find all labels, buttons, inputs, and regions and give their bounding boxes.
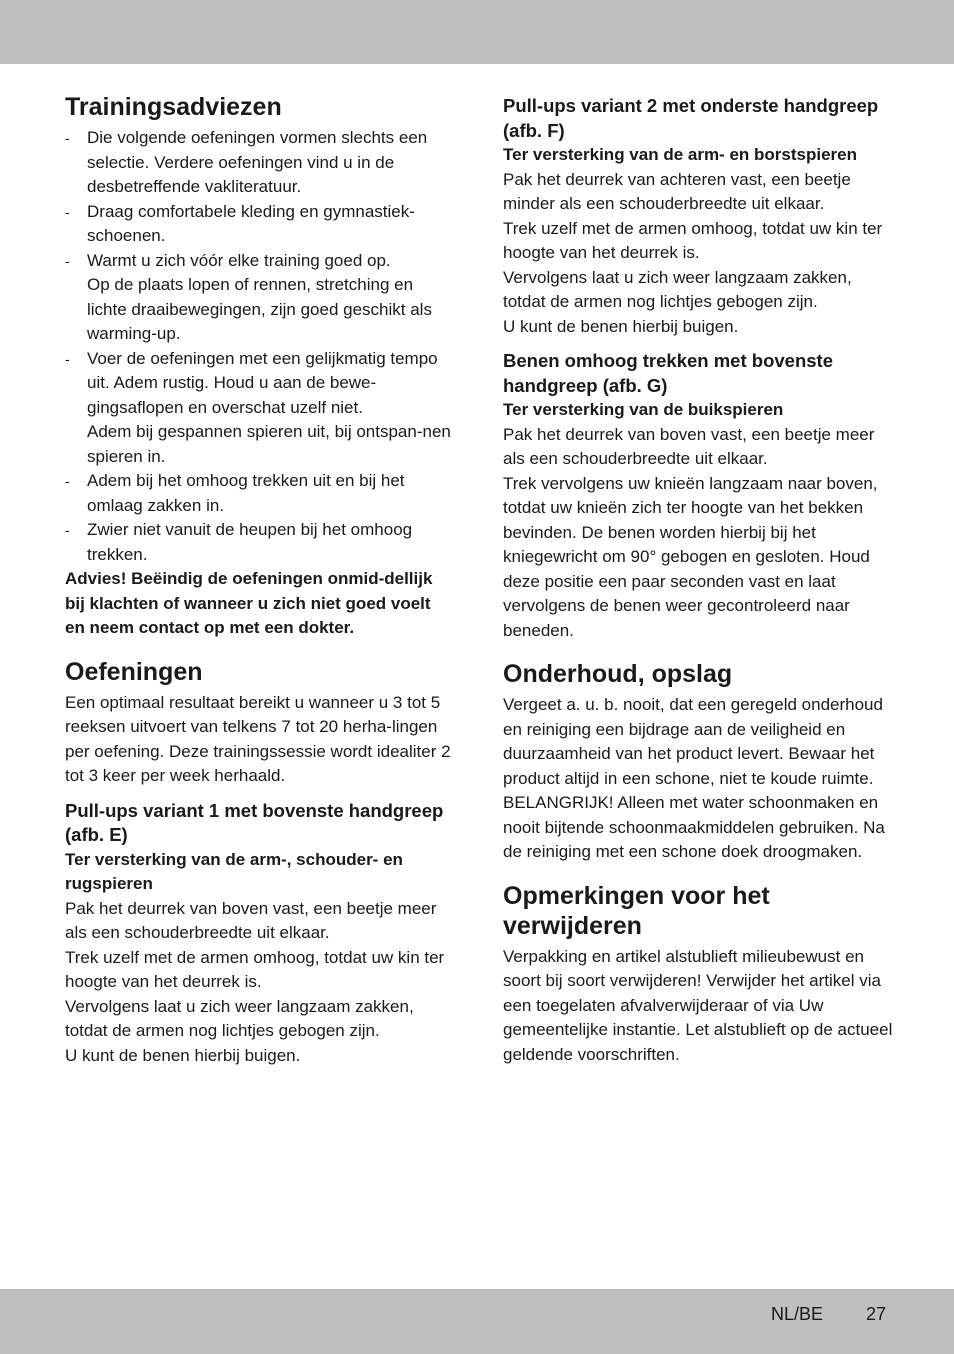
legs-heading: Benen omhoog trekken met bovenste handgreep (afb. G) bbox=[503, 350, 833, 396]
page-number: 27 bbox=[866, 1304, 887, 1324]
left-column bbox=[65, 92, 455, 1068]
variant2-paragraph: Pak het deurrek van achteren vast, een beetje minder als een schouderbreedte uit elkaar. bbox=[503, 169, 851, 213]
legs-paragraph: Pak het deurrek van boven vast, een beetje meer als een schouderbreedte uit elkaar. bbox=[503, 424, 875, 468]
training-list bbox=[65, 126, 455, 567]
disposal-paragraph: Verpakking en artikel alstublieft milieubewust en soort bij soort verwijderen! Verwijder het artikel via een toegelaten afvalverwijderaar of via Uw gemeentelijke instantie. Let alstublieft op de actueel geldende voorschriften. bbox=[503, 946, 893, 1064]
right-column bbox=[503, 94, 893, 1067]
advice-note: Advies! Beëindig de oefeningen onmid-dellijk bij klachten of wanneer u zich niet goed voelt en neem contact op met een dokter. bbox=[65, 569, 433, 637]
variant2-subheading: Ter versterking van de arm- en borstspieren bbox=[503, 145, 857, 164]
dash-icon: - bbox=[65, 522, 70, 538]
training-heading: Trainingsadviezen bbox=[65, 93, 282, 121]
maintenance-heading: Onderhoud, opslag bbox=[503, 660, 733, 688]
exercises-heading: Oefeningen bbox=[65, 657, 203, 686]
variant2-paragraph: Vervolgens laat u zich weer langzaam zakken, totdat de armen nog lichtjes gebogen zijn. bbox=[503, 267, 852, 311]
list-item: - Voer de oefeningen met een gelijkmatig tempo uit. Adem rustig. Houd u aan de bewe-gingsaflopen en overschat uzelf niet. Adem bij gespannen spieren uit, bij ontspan-nen spieren in. bbox=[65, 348, 451, 466]
variant1-subheading: Ter versterking van de arm-, schouder- en rugspieren bbox=[65, 849, 403, 893]
disposal-heading: Opmerkingen voor het verwijderen bbox=[503, 881, 770, 940]
maintenance-paragraph: Vergeet a. u. b. nooit, dat een geregeld onderhoud en reiniging een bijdrage aan de veiligheid en duurzaamheid van het product levert. Bewaar het product altijd in een schone, niet te koude ruimte. bbox=[503, 695, 883, 788]
variant1-paragraph: U kunt de benen hierbij buigen. bbox=[65, 1045, 301, 1065]
dash-icon: - bbox=[65, 350, 70, 367]
maintenance-paragraph: BELANGRIJK! Alleen met water schoonmaken en nooit bijtende schoonmaakmiddelen gebruiken. Na de reiniging met een schone doek droogmaken. bbox=[503, 793, 885, 861]
variant2-heading: Pull-ups variant 2 met onderste handgreep (afb. F) bbox=[503, 95, 879, 141]
legs-subheading: Ter versterking van de buikspieren bbox=[503, 400, 784, 419]
list-item: - Warmt u zich vóór elke training goed op. Op de plaats lopen of rennen, stretching en lichte draaibewegingen, zijn goed geschikt als warming-up. bbox=[65, 250, 432, 343]
variant1-paragraph: Vervolgens laat u zich weer langzaam zakken, totdat de armen nog lichtjes gebogen zijn. bbox=[65, 996, 414, 1040]
footer-language: NL/BE bbox=[771, 1304, 824, 1324]
header-bar bbox=[0, 0, 954, 64]
variant2-paragraph: U kunt de benen hierbij buigen. bbox=[503, 316, 739, 336]
list-item: - Draag comfortabele kleding en gymnastiek-schoenen. bbox=[65, 201, 415, 245]
variant1-heading: Pull-ups variant 1 met bovenste handgreep (afb. E) bbox=[65, 799, 444, 845]
variant1-paragraph: Pak het deurrek van boven vast, een beetje meer als een schouderbreedte uit elkaar. bbox=[65, 898, 437, 942]
legs-paragraph: Trek vervolgens uw knieën langzaam naar boven, totdat uw knieën zich ter hoogte van het bekken bevinden. De benen worden hierbij bij het kniegewricht om 90° gebogen en gesloten. Houd deze positie een paar seconden vast en laat vervolgens de benen weer gecontroleerd naar beneden. bbox=[503, 473, 878, 640]
dash-icon: - bbox=[65, 252, 70, 269]
dash-icon: - bbox=[65, 473, 70, 489]
exercises-intro: Een optimaal resultaat bereikt u wanneer u 3 tot 5 reeksen uitvoert van telkens 7 tot 20 herha-lingen per oefening. Deze trainingssessie wordt idealiter 2 tot 3 keer per week herhaald. bbox=[65, 692, 451, 785]
list-item: - Adem bij het omhoog trekken uit en bij het omlaag zakken in. bbox=[65, 471, 405, 515]
variant1-paragraph: Trek uzelf met de armen omhoog, totdat uw kin ter hoogte van het deurrek is. bbox=[65, 947, 445, 991]
dash-icon: - bbox=[65, 203, 70, 220]
dash-icon: - bbox=[65, 130, 70, 146]
list-item: - Die volgende oefeningen vormen slechts een selectie. Verdere oefeningen vind u in de desbetreffende vakliteratuur. bbox=[65, 128, 428, 196]
list-item: - Zwier niet vanuit de heupen bij het omhoog trekken. bbox=[65, 520, 413, 564]
variant2-paragraph: Trek uzelf met de armen omhoog, totdat uw kin ter hoogte van het deurrek is. bbox=[503, 218, 883, 262]
